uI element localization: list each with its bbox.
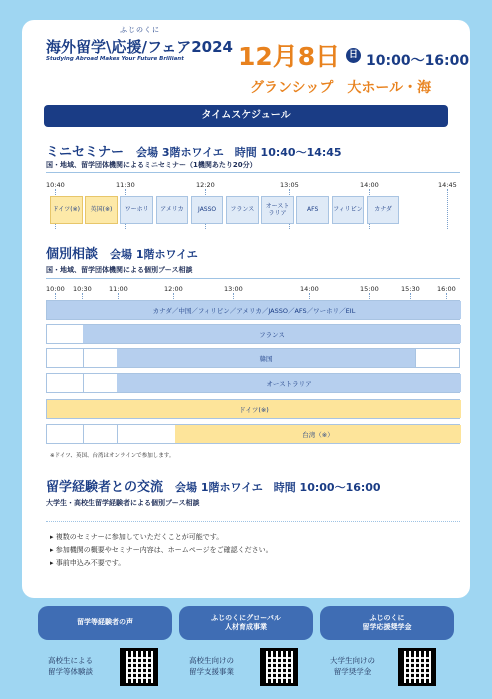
consult-row [46,373,460,393]
seminar-slot: フィリピン [332,196,365,224]
row-divider [83,374,84,392]
divider [46,521,460,522]
seminar-tick-label: 14:45 [438,181,457,189]
qr-code-global-talent[interactable] [260,648,298,686]
consult-row [46,324,460,344]
qr-code-voices[interactable] [120,648,158,686]
global-talent-desc: 高校生向けの 留学支援事業 [189,656,234,676]
brand-kana: ふじのくに [120,26,160,34]
exchange-place: 会場 1階ホワイエ 時間 10:00〜16:00 [175,481,381,494]
seminar-slot: ワーホリ [120,196,153,224]
consult-bar: ドイツ(※) [47,400,461,418]
consult-bar: カナダ／中国／フィリピン／アメリカ／JASSO／AFS／ワーホリ／EIL [47,301,461,319]
scholarship-desc: 大学生向けの 留学奨学金 [330,656,375,676]
consult-row [46,399,460,419]
consult-bar: フランス [83,325,461,343]
divider [46,172,460,173]
consult-tick-label: 14:00 [300,285,319,293]
event-venue: グランシップ 大ホール・海 [250,80,432,96]
bullet-item: ▸ 複数のセミナーに参加していただくことが可能です。 [50,533,224,541]
day-badge: 日 [346,48,361,63]
bullet-text: 複数のセミナーに参加していただくことが可能です。 [55,533,224,541]
consult-bar: 台湾（※） [175,425,461,443]
consult-title [46,243,198,262]
consult-row [46,424,460,444]
seminar-title [46,141,342,160]
scholarship-button[interactable] [320,606,454,640]
seminar-tick-label: 10:40 [46,181,65,189]
seminar-tick-label: 11:30 [116,181,135,189]
row-divider [83,349,84,367]
global-talent-button[interactable] [179,606,313,640]
seminar-slot: アメリカ [156,196,189,224]
qr-code-scholarship[interactable] [398,648,436,686]
consult-tick-label: 16:00 [437,285,456,293]
seminar-tick-line [447,189,448,229]
bullet-item: ▸ 事前申込み不要です。 [50,559,126,567]
bullet-text: 事前申込み不要です。 [55,559,126,567]
seminar-slot: AFS [296,196,329,224]
consult-row [46,348,460,368]
seminar-heading: ミニセミナー [46,145,125,160]
consult-tick-label: 11:00 [109,285,128,293]
online-note: ※ドイツ、英国、台湾はオンラインで参加します。 [50,453,175,459]
consult-tick-label: 15:30 [401,285,420,293]
consult-row [46,300,460,320]
event-time: 10:00〜16:00 [366,53,470,69]
consult-tick-label: 10:00 [46,285,65,293]
consult-tick-label: 10:30 [73,285,92,293]
consult-bar: 韓国 [117,349,415,367]
seminar-place: 会場 3階ホワイエ 時間 10:40〜14:45 [136,146,342,159]
exchange-desc: 大学生・高校生留学経験者による個別ブース相談 [46,499,200,507]
row-divider [83,425,84,443]
seminar-slot: オースト ラリア [261,196,294,224]
consult-tick-label: 15:00 [360,285,379,293]
consult-bar: オーストラリア [117,374,461,392]
voices-desc: 高校生による 留学等体験談 [48,656,93,676]
seminar-desc: 国・地域、留学団体機関によるミニセミナー（1機関あたり20分） [46,161,257,169]
exchange-title [46,476,381,495]
seminar-tick-label: 14:00 [360,181,379,189]
voices-button-label: 留学等経験者の声 [77,618,133,627]
seminar-tick-label: 12:20 [196,181,215,189]
consult-tick-label: 13:00 [224,285,243,293]
voices-button[interactable] [38,606,172,640]
seminar-slot: ドイツ(※) [50,196,83,224]
bullet-item: ▸ 参加機関の概要やセミナー内容は、ホームページをご確認ください。 [50,546,273,554]
seminar-tick-label: 13:05 [280,181,299,189]
seminar-slot: カナダ [367,196,400,224]
brand-subtitle: Studying Abroad Makes Your Future Brilliant [46,56,184,62]
scholarship-button-label: ふじのくに 留学応援奨学金 [362,613,412,631]
seminar-slot: JASSO [191,196,224,224]
bullet-text: 参加機関の概要やセミナー内容は、ホームページをご確認ください。 [55,546,273,554]
seminar-slot: フランス [226,196,259,224]
event-date: 12月8日 [238,42,341,71]
consult-tick-label: 12:00 [164,285,183,293]
row-divider [415,349,416,367]
consult-place: 会場 1階ホワイエ [110,248,198,261]
brand-title: 海外留学\応援/フェア2024 [46,38,233,56]
row-divider [117,425,118,443]
divider [46,278,460,279]
exchange-heading: 留学経験者との交流 [46,480,164,495]
schedule-banner: タイムスケジュール [44,105,448,127]
global-talent-button-label: ふじのくにグローバル 人材育成事業 [211,613,281,631]
seminar-slot: 英国(※) [85,196,118,224]
consult-heading: 個別相談 [46,247,99,262]
consult-desc: 国・地域、留学団体機関による個別ブース相談 [46,266,193,274]
